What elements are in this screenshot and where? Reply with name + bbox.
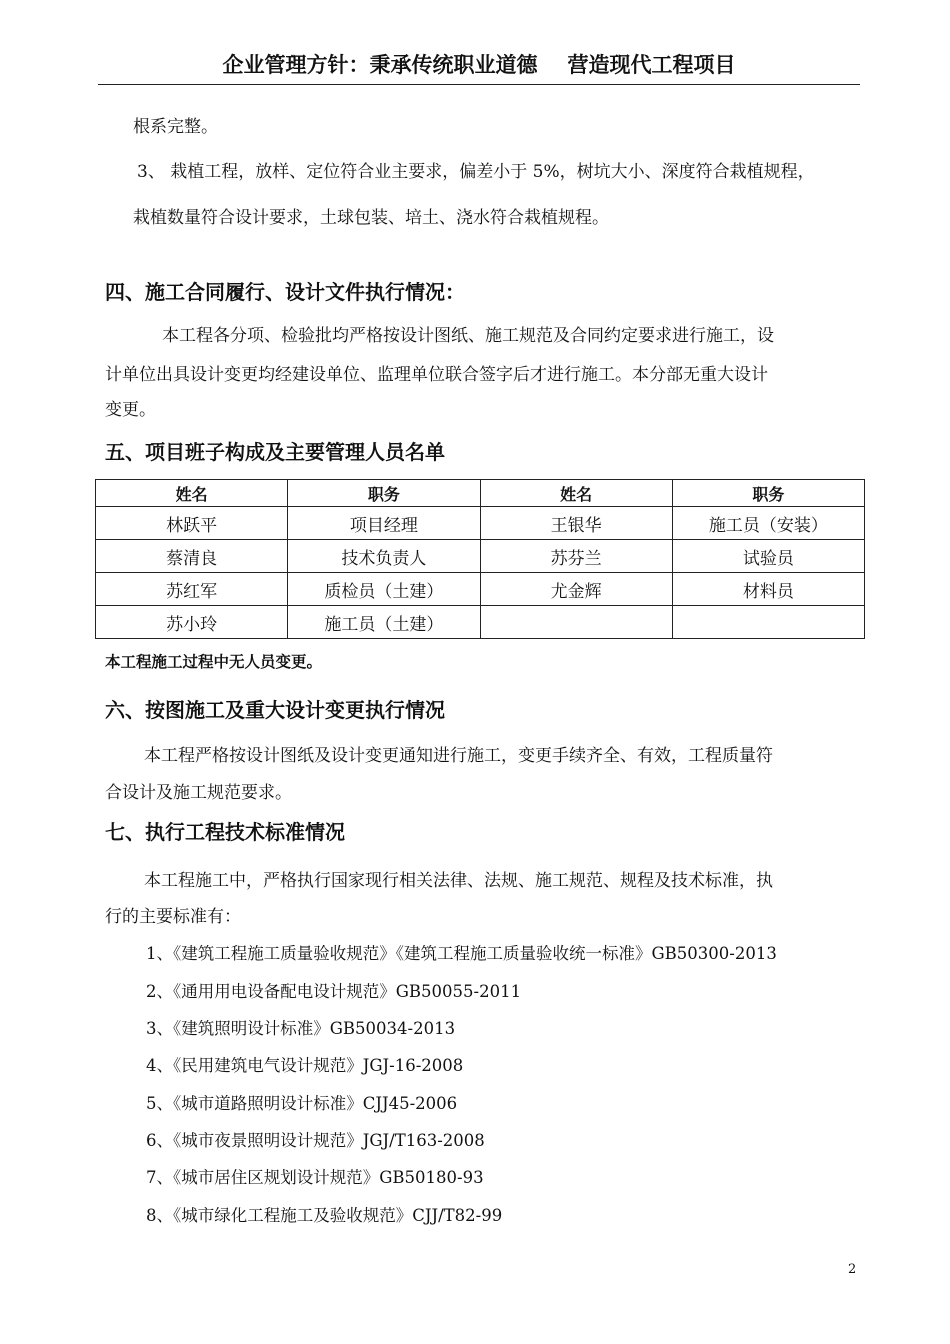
section7-heading: 七、执行工程技术标准情况 [105, 820, 345, 844]
standard-item: 5、《城市道路照明设计标准》CJJ45-2006 [146, 1094, 458, 1113]
table-cell: 蔡清良 [96, 540, 288, 573]
table-cell: 技术负责人 [288, 540, 480, 573]
section7-line1: 本工程施工中，严格执行国家现行相关法律、法规、施工规范、规程及技术标准，执 [144, 871, 773, 891]
header-name-2: 姓名 [480, 480, 672, 507]
table-cell: 苏红军 [96, 573, 288, 606]
table-row [96, 507, 865, 540]
section6-line2: 合设计及施工规范要求。 [105, 783, 292, 803]
table-row [96, 573, 865, 606]
table-cell: 尤金辉 [480, 573, 672, 606]
standard-item: 4、《民用建筑电气设计规范》JGJ-16-2008 [146, 1056, 464, 1075]
policy-right: 营造现代工程项目 [567, 53, 736, 77]
section5-heading: 五、项目班子构成及主要管理人员名单 [105, 440, 445, 464]
section4-line1: 本工程各分项、检验批均严格按设计图纸、施工规范及合同约定要求进行施工，设 [162, 326, 774, 346]
standard-item: 6、《城市夜景照明设计规范》JGJ/T163-2008 [146, 1131, 485, 1150]
standard-item: 3、《建筑照明设计标准》GB50034-2013 [146, 1019, 456, 1038]
standard-item: 2、《通用用电设备配电设计规范》GB50055-2011 [146, 982, 522, 1001]
item3-line2: 栽植数量符合设计要求，土球包装、培土、浇水符合栽植规程。 [133, 208, 609, 228]
table-cell: 项目经理 [288, 507, 480, 540]
table-row [96, 606, 865, 639]
header-role-1: 职务 [288, 480, 480, 507]
table-cell: 苏芬兰 [480, 540, 672, 573]
policy-left: 企业管理方针：秉承传统职业道德 [222, 53, 538, 77]
continuation-line: 根系完整。 [133, 117, 218, 137]
standard-item: 1、《建筑工程施工质量验收规范》《建筑工程施工质量验收统一标准》GB50300-2013 [146, 944, 777, 963]
table-cell [672, 606, 864, 639]
page-header [98, 48, 860, 85]
table-cell: 苏小玲 [96, 606, 288, 639]
staff-table [95, 479, 865, 639]
section7-line2: 行的主要标准有： [105, 907, 241, 927]
section6-line1: 本工程严格按设计图纸及设计变更通知进行施工，变更手续齐全、有效，工程质量符 [144, 746, 773, 766]
table-cell: 施工员（土建） [288, 606, 480, 639]
standard-item: 8、《城市绿化工程施工及验收规范》CJJ/T82-99 [146, 1206, 503, 1225]
section4-line2: 计单位出具设计变更均经建设单位、监理单位联合签字后才进行施工。本分部无重大设计 [105, 365, 768, 385]
table-cell: 质检员（土建） [288, 573, 480, 606]
section4-line3: 变更。 [105, 400, 156, 420]
section6-heading: 六、按图施工及重大设计变更执行情况 [105, 698, 445, 722]
section4-heading: 四、施工合同履行、设计文件执行情况： [105, 280, 465, 304]
table-cell: 林跃平 [96, 507, 288, 540]
header-name-1: 姓名 [96, 480, 288, 507]
table-cell [480, 606, 672, 639]
table-row [96, 540, 865, 573]
header-role-2: 职务 [672, 480, 864, 507]
table-cell: 王银华 [480, 507, 672, 540]
table-header-row [96, 480, 865, 507]
page-number: 2 [848, 1262, 857, 1277]
table-cell: 试验员 [672, 540, 864, 573]
item3-line1: 3、 栽植工程，放样、定位符合业主要求，偏差小于 5%，树坑大小、深度符合栽植规程， [137, 162, 815, 182]
table-cell: 施工员（安装） [672, 507, 864, 540]
staff-note: 本工程施工过程中无人员变更。 [105, 653, 323, 671]
standard-item: 7、《城市居住区规划设计规范》GB50180-93 [146, 1168, 484, 1187]
table-cell: 材料员 [672, 573, 864, 606]
